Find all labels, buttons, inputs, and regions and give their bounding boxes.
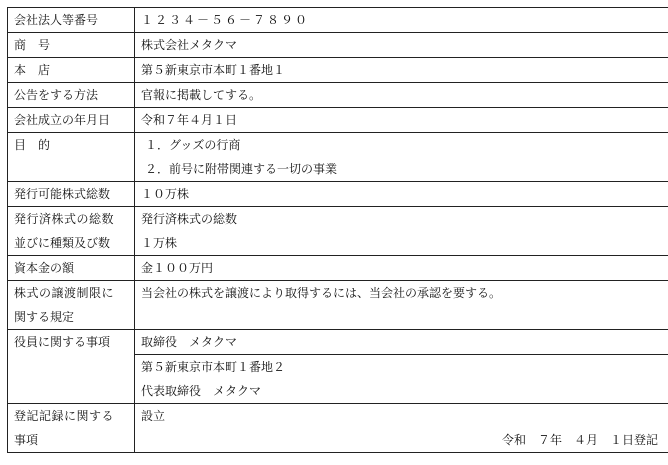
- company-registry-document: [7, 7, 660, 453]
- head-office-label: 本 店: [14, 63, 51, 77]
- row-value: [135, 182, 668, 207]
- empty-line: [141, 305, 662, 329]
- row-label: [8, 281, 135, 330]
- row-label: [8, 256, 135, 281]
- registration-label: 事項: [14, 433, 39, 447]
- trade-name-label: 商 号: [14, 38, 51, 52]
- registry-row-public-notice: [8, 83, 668, 108]
- purpose-item: １．グッズの行商: [145, 138, 241, 152]
- row-label: [8, 33, 135, 58]
- registry-row-authorized-shares: [8, 182, 668, 207]
- registration-value: 設立: [141, 409, 166, 423]
- row-label: [8, 133, 135, 182]
- row-value: [135, 58, 668, 83]
- capital-label: 資本金の額: [14, 261, 75, 275]
- purpose-label: 目 的: [14, 138, 51, 152]
- capital-value: 金１００万円: [141, 261, 214, 275]
- officer-rep-director: 代表取締役 メタクマ: [141, 384, 262, 398]
- authorized-shares-label: 発行可能株式総数: [14, 187, 111, 201]
- issued-shares-value: １万株: [141, 236, 178, 250]
- row-label: [8, 83, 135, 108]
- registry-row-head-office: [8, 58, 668, 83]
- registry-row-company-number: [8, 8, 668, 33]
- registry-row-capital: [8, 256, 668, 281]
- registry-row-purpose: [8, 133, 668, 182]
- company-number-label: 会社法人等番号: [14, 13, 99, 27]
- row-value: [135, 8, 668, 33]
- officers-label: 役員に関する事項: [14, 335, 111, 349]
- transfer-restriction-label: 株式の譲渡制限に: [14, 286, 115, 300]
- incorporation-date-value: 令和７年４月１日: [141, 113, 238, 127]
- officer-rep-address: 第５新東京市本町１番地２: [141, 360, 286, 374]
- row-value: [135, 207, 668, 256]
- transfer-restriction-value: 当会社の株式を譲渡により取得するには、当会社の承認を要する。: [141, 286, 502, 300]
- row-value: [135, 281, 668, 330]
- row-label: [8, 207, 135, 256]
- row-label: [8, 404, 135, 453]
- issued-shares-label: 並びに種類及び数: [14, 236, 111, 250]
- registry-table: [7, 7, 668, 453]
- registry-row-incorporation-date: [8, 108, 668, 133]
- registry-row-transfer-restriction: [8, 281, 668, 330]
- purpose-item: ２．前号に附帯関連する一切の事業: [145, 162, 338, 176]
- row-value: [135, 256, 668, 281]
- row-label: [8, 108, 135, 133]
- row-value: [135, 330, 668, 404]
- issued-shares-label: 発行済株式の総数: [14, 212, 115, 226]
- transfer-restriction-label: 関する規定: [14, 310, 75, 324]
- issued-shares-value: 発行済株式の総数: [141, 212, 238, 226]
- authorized-shares-value: １０万株: [141, 187, 190, 201]
- row-value: [135, 108, 668, 133]
- row-value: [135, 33, 668, 58]
- row-label: [8, 58, 135, 83]
- head-office-value: 第５新東京市本町１番地１: [141, 63, 286, 77]
- public-notice-value: 官報に掲載してする。: [141, 88, 262, 102]
- row-value: [135, 133, 668, 182]
- registry-row-registration: [8, 404, 668, 453]
- row-value: [135, 404, 668, 453]
- registry-row-issued-shares: [8, 207, 668, 256]
- trade-name-value: 株式会社メタクマ: [141, 38, 238, 52]
- registration-date: 令和 ７年 ４月 １日登記: [501, 433, 658, 447]
- row-label: [8, 182, 135, 207]
- registry-row-trade-name: [8, 33, 668, 58]
- officer-director: 取締役 メタクマ: [141, 335, 238, 349]
- row-label: [8, 330, 135, 404]
- registration-label: 登記記録に関する: [14, 409, 115, 423]
- public-notice-label: 公告をする方法: [14, 88, 99, 102]
- incorporation-date-label: 会社成立の年月日: [14, 113, 111, 127]
- row-value: [135, 83, 668, 108]
- registry-row-officers: [8, 330, 668, 404]
- row-label: [8, 8, 135, 33]
- company-number-value: １２３４－５６－７８９０: [141, 13, 310, 27]
